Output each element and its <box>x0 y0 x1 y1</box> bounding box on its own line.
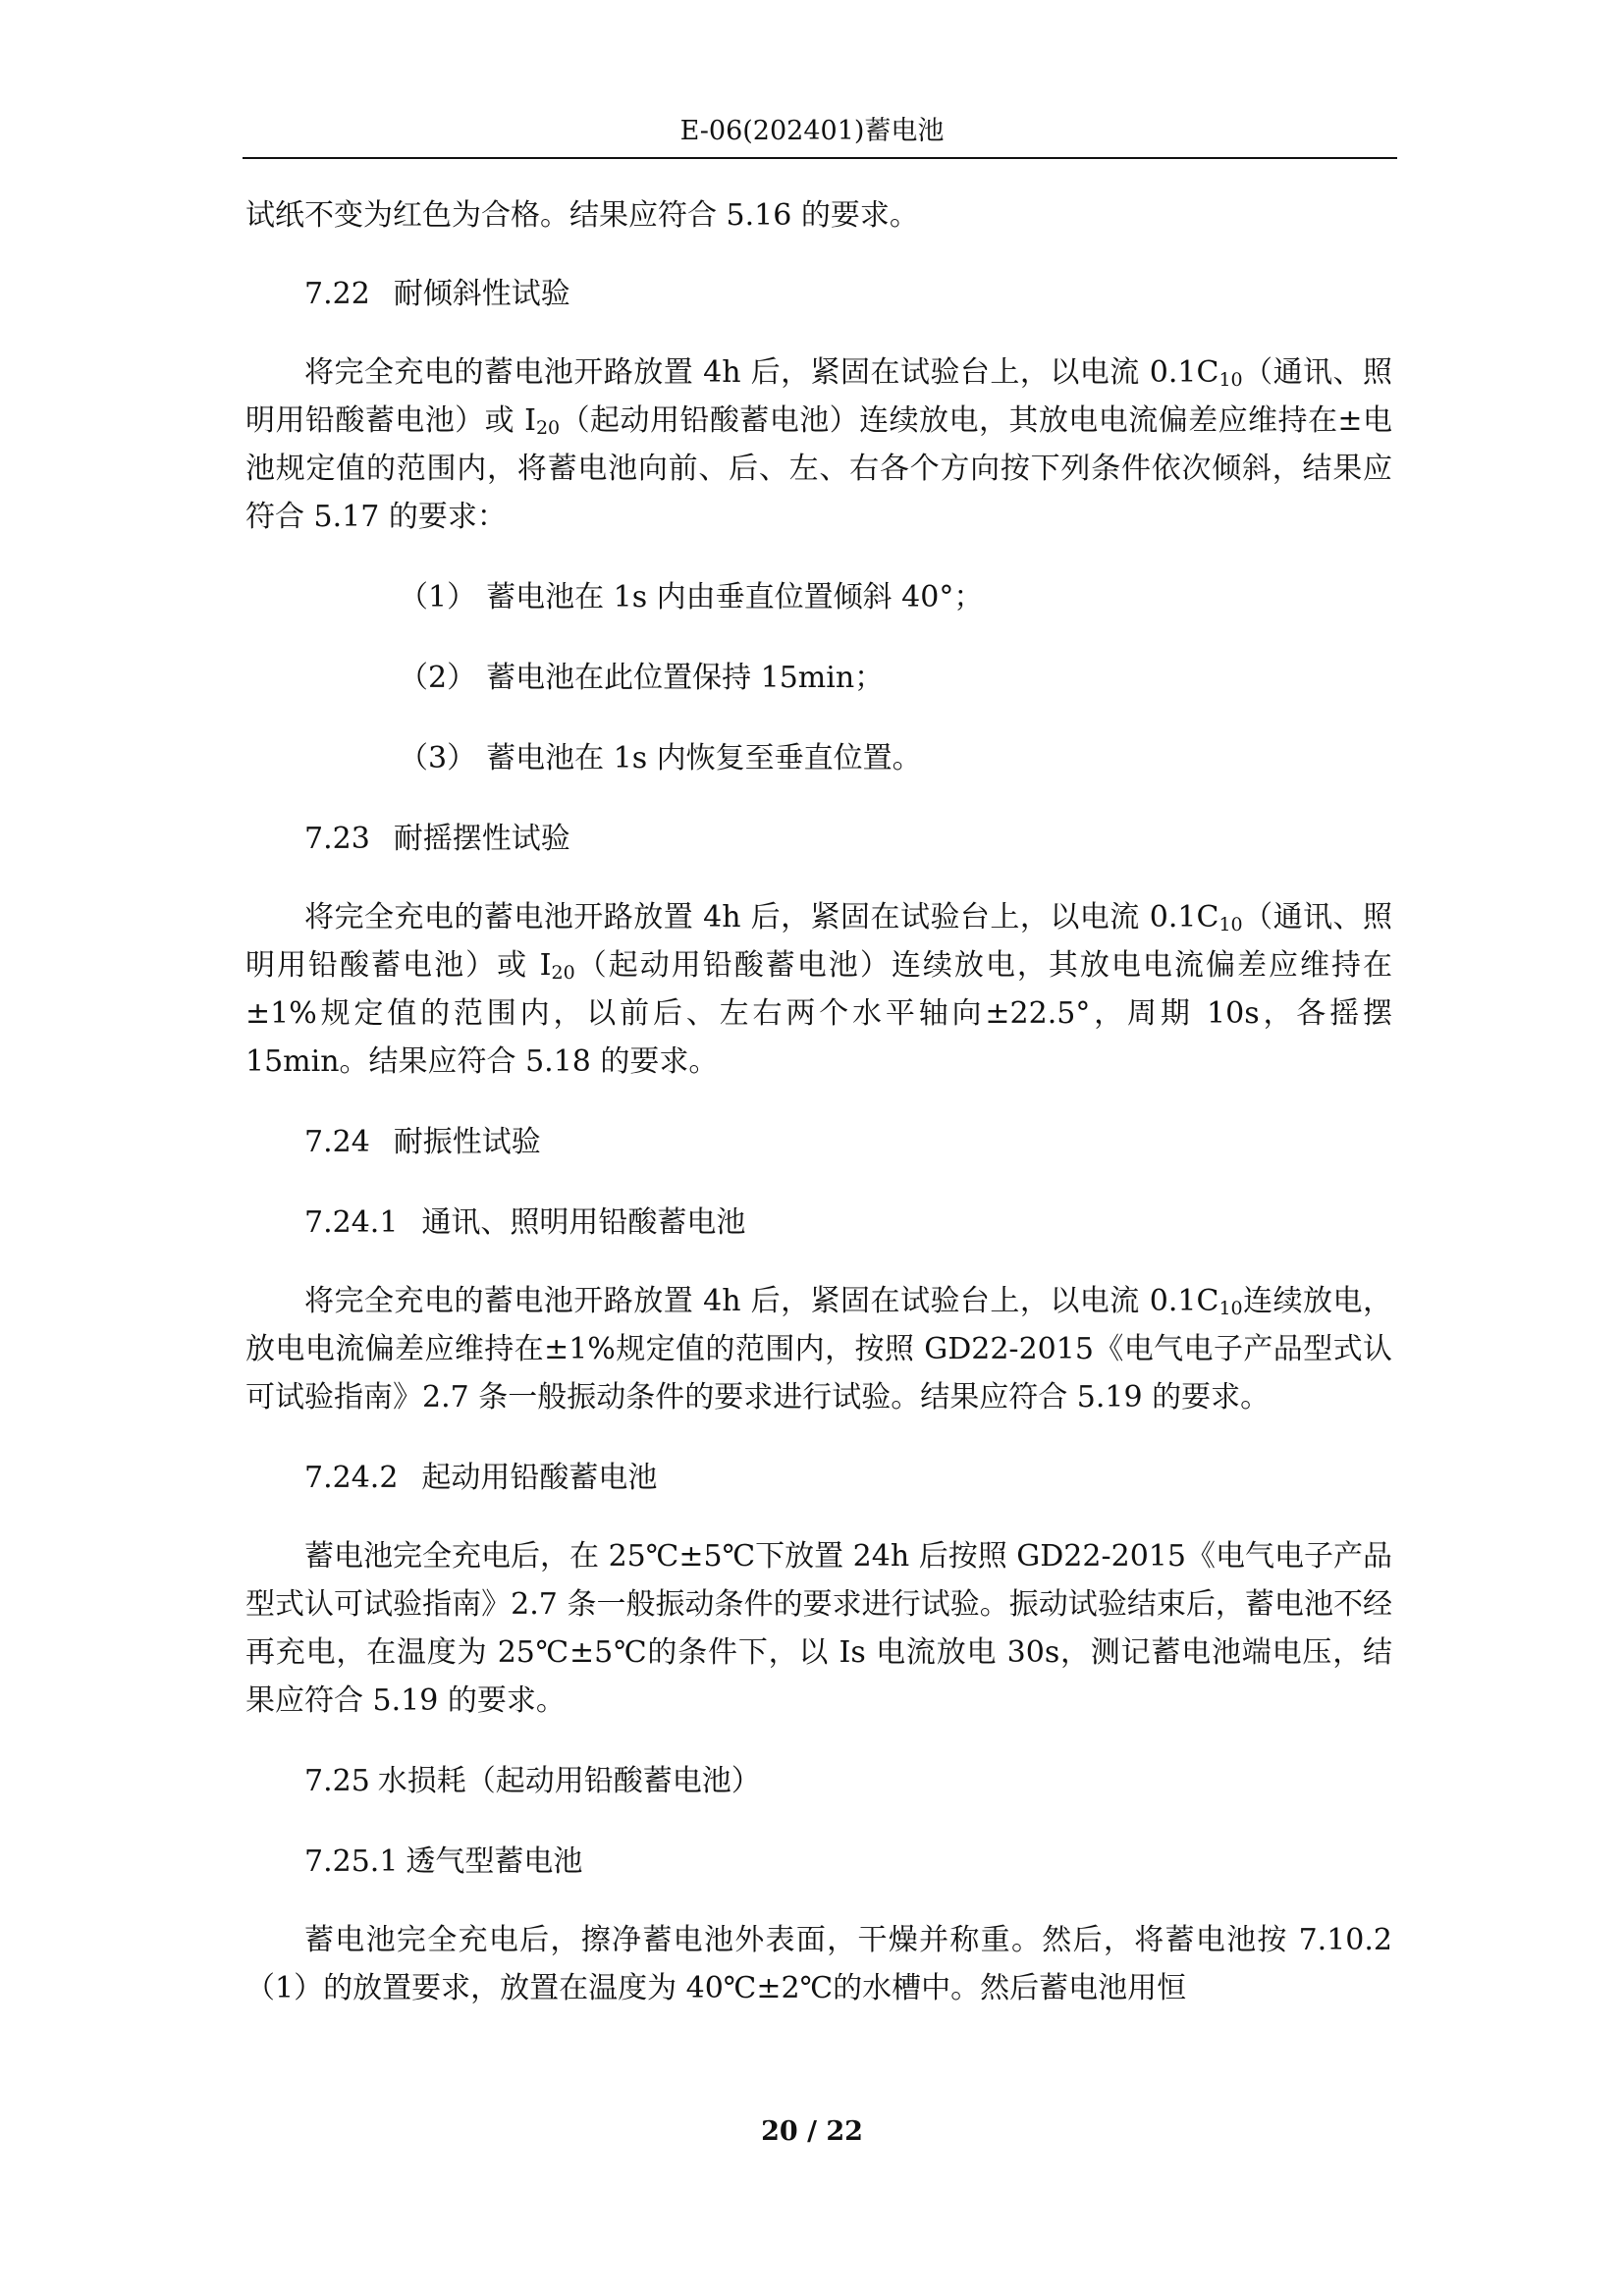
section-title: 通讯、照明用铅酸蓄电池 <box>421 1205 746 1240</box>
text-run: （通讯、照明用铅酸蓄电池）或 I <box>245 355 1392 438</box>
list-item <box>245 734 1392 782</box>
paragraph-7-25-1: 蓄电池完全充电后，擦净蓄电池外表面，干燥并称重。然后，将蓄电池按 7.10.2（1）的放置要求，放置在温度为 40℃±2℃的水槽中。然后蓄电池用恒 <box>245 1923 1392 2005</box>
text-run: 将完全充电的蓄电池开路放置 4h 后，紧固在试验台上，以电流 0.1C <box>304 355 1219 390</box>
section-number: 7.22 <box>304 277 370 311</box>
list-item-number: （1） <box>399 580 477 614</box>
subscript: 10 <box>1218 369 1243 392</box>
text-run: （通讯、照明用铅酸蓄电池）或 I <box>245 900 1392 983</box>
text-run: 将完全充电的蓄电池开路放置 4h 后，紧固在试验台上，以电流 0.1C <box>304 900 1219 934</box>
subscript: 10 <box>1218 1298 1243 1320</box>
section-heading-7-22 <box>245 270 1392 318</box>
text-run: 连续放电，放电电流偏差应维持在±1%规定值的范围内，按照 GD22-2015《电气电子产品型式认可试验指南》2.7 条一般振动条件的要求进行试验。结果应符合 5.19 的要求。 <box>245 1284 1392 1415</box>
section-heading-7-24-2 <box>245 1454 1392 1502</box>
list-item-text: 蓄电池在此位置保持 15min； <box>486 661 885 695</box>
section-heading-7-25 <box>245 1757 1392 1805</box>
subscript: 20 <box>535 417 561 440</box>
section-title: 透气型蓄电池 <box>406 1844 583 1879</box>
section-heading-7-24 <box>245 1118 1392 1166</box>
list-item-number: （2） <box>399 661 477 695</box>
list-item <box>245 573 1392 621</box>
paragraph-continuation: 试纸不变为红色为合格。结果应符合 5.16 的要求。 <box>245 198 919 233</box>
section-heading-7-25-1 <box>245 1838 1392 1886</box>
running-header: E-06(202401)蓄电池 <box>679 116 945 146</box>
section-title: 耐摇摆性试验 <box>393 822 570 856</box>
header-divider <box>243 157 1397 159</box>
list-item-text: 蓄电池在 1s 内恢复至垂直位置。 <box>486 741 922 775</box>
list-item <box>245 654 1392 702</box>
subscript: 10 <box>1218 914 1243 936</box>
paragraph-7-23 <box>245 893 1392 1086</box>
section-title: 耐倾斜性试验 <box>393 277 570 311</box>
paragraph-7-24-1 <box>245 1277 1392 1421</box>
subscript: 20 <box>551 962 575 985</box>
text-run: 将完全充电的蓄电池开路放置 4h 后，紧固在试验台上，以电流 0.1C <box>304 1284 1219 1318</box>
section-title: 起动用铅酸蓄电池 <box>421 1461 658 1495</box>
section-number: 7.25.1 <box>304 1844 399 1879</box>
paragraph-7-22 <box>245 348 1392 541</box>
list-item-text: 蓄电池在 1s 内由垂直位置倾斜 40°； <box>486 580 984 614</box>
paragraph-7-24-2: 蓄电池完全充电后，在 25℃±5℃下放置 24h 后按照 GD22-2015《电气电子产品型式认可试验指南》2.7 条一般振动条件的要求进行试验。振动试验结束后，蓄电池不经再充电，在温度为 25℃±5℃的条件下，以 Is 电流放电 30s，测记蓄电池端电压，结果应符合 5.19 的要求。 <box>245 1539 1392 1718</box>
page-number: 20 / 22 <box>761 2116 863 2147</box>
list-item-number: （3） <box>399 741 477 775</box>
section-number: 7.25 <box>304 1764 370 1798</box>
section-number: 7.24.1 <box>304 1205 399 1240</box>
document-body <box>245 191 1392 2012</box>
section-title: 水损耗（起动用铅酸蓄电池） <box>377 1764 761 1798</box>
section-number: 7.24 <box>304 1125 370 1159</box>
section-number: 7.24.2 <box>304 1461 399 1495</box>
text-run: （起动用铅酸蓄电池）连续放电，其放电电流偏差应维持在±电池规定值的范围内，将蓄电池向前、后、左、右各个方向按下列条件依次倾斜，结果应符合 5.17 的要求： <box>245 403 1392 534</box>
section-heading-7-24-1 <box>245 1199 1392 1247</box>
section-title: 耐振性试验 <box>393 1125 541 1159</box>
section-heading-7-23 <box>245 815 1392 863</box>
section-number: 7.23 <box>304 822 370 856</box>
text-run: （起动用铅酸蓄电池）连续放电，其放电电流偏差应维持在±1%规定值的范围内，以前后、左右两个水平轴向±22.5°，周期 10s，各摇摆 15min。结果应符合 5.18 的要求。 <box>245 948 1393 1079</box>
